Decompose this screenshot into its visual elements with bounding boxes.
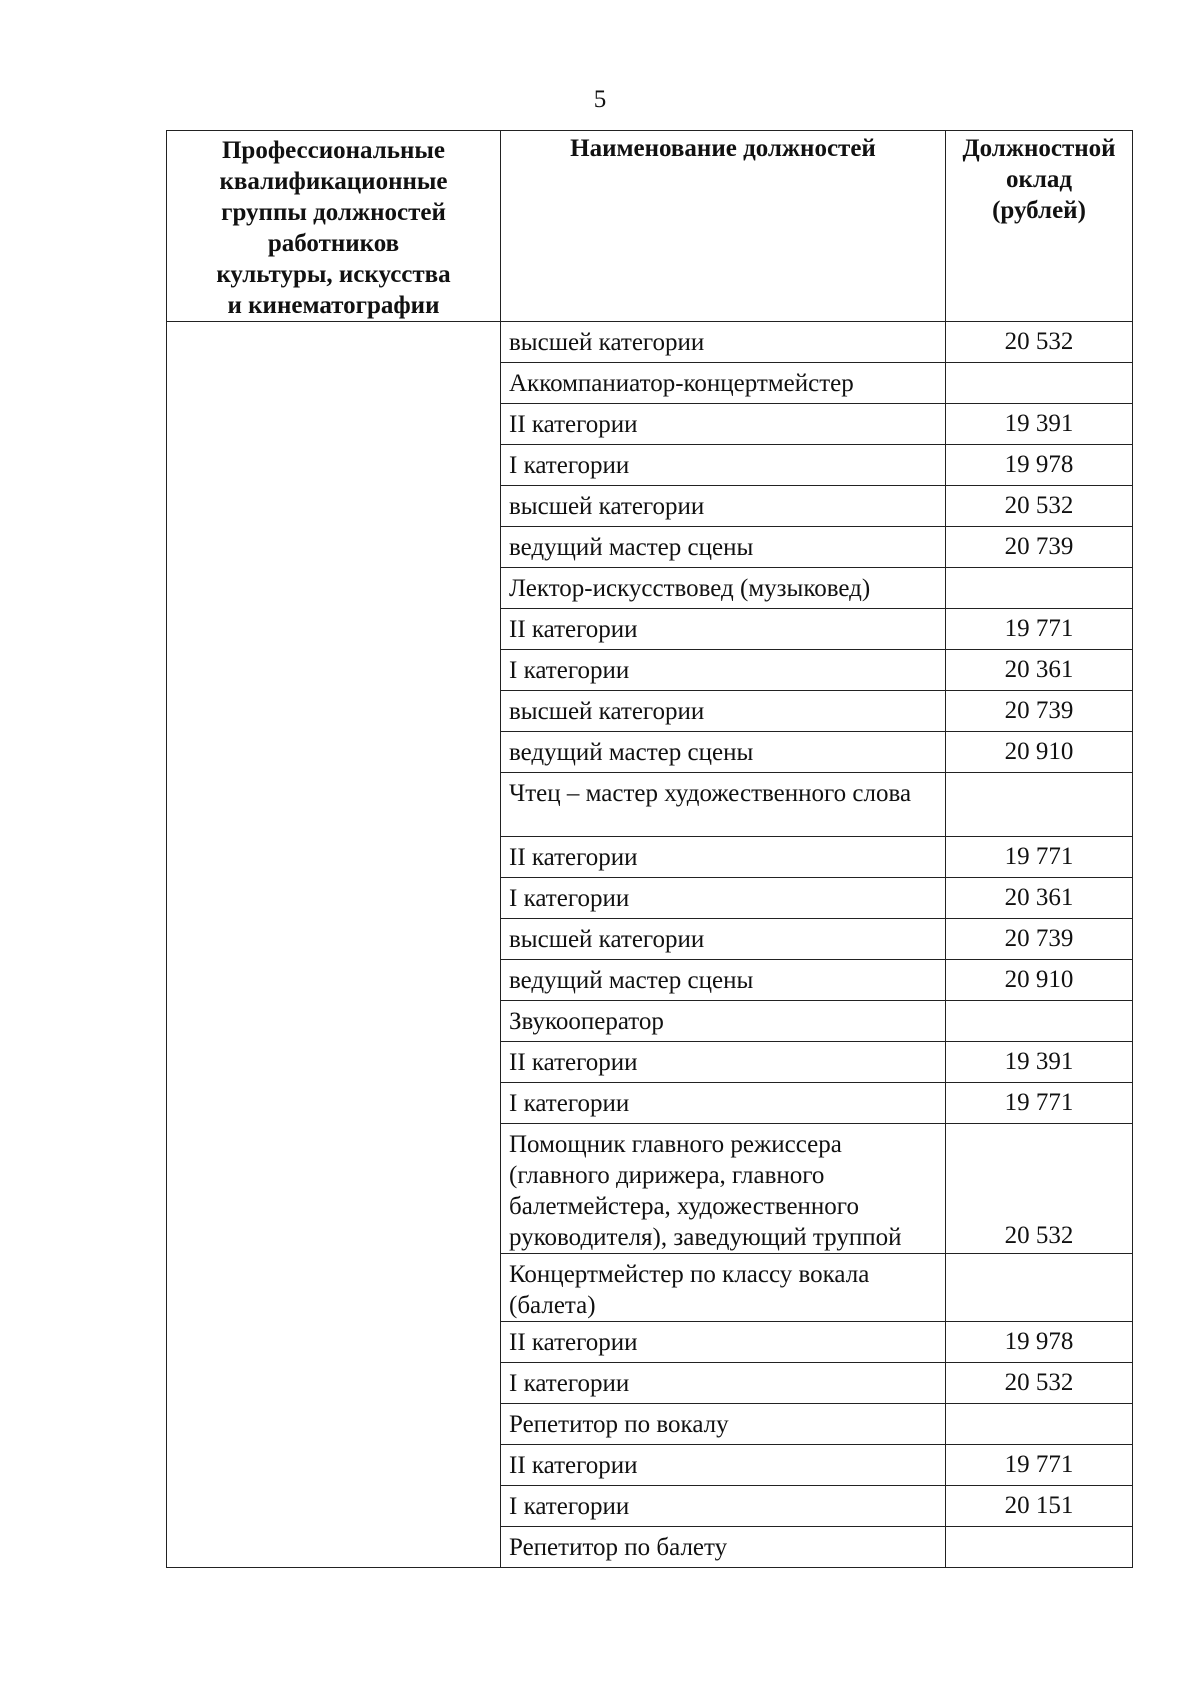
position-cell: I категории [501,1486,946,1527]
salary-cell [946,1001,1133,1042]
position-cell: высшей категории [501,691,946,732]
salary-cell: 20 532 [946,1363,1133,1404]
salary-cell: 19 391 [946,404,1133,445]
salary-cell: 20 910 [946,732,1133,773]
salary-cell: 20 532 [946,1124,1133,1254]
table-row [167,322,1133,363]
position-cell: II категории [501,837,946,878]
header-salary-line: (рублей) [992,197,1086,224]
position-cell: Репетитор по вокалу [501,1404,946,1445]
salary-cell: 20 739 [946,527,1133,568]
salary-table [166,130,1133,1568]
salary-cell: 19 771 [946,1445,1133,1486]
professional-group-cell [167,322,501,1568]
salary-cell: 20 361 [946,878,1133,919]
position-cell: I категории [501,878,946,919]
header-salary-line: оклад [1005,166,1073,193]
header-group-line: и кинематографии [227,292,440,319]
position-cell: Помощник главного режиссера (главного дирижера, главного балетмейстера, художественного руководителя), заведующий труппой [501,1124,946,1254]
position-cell: Лектор-искусствовед (музыковед) [501,568,946,609]
page-number: 5 [593,86,607,113]
position-cell: Чтец – мастер художественного слова [501,773,946,837]
header-group-line: культуры, искусства [216,261,451,288]
salary-cell: 20 532 [946,322,1133,363]
header-group-line: квалификационные [219,168,448,195]
position-cell: Аккомпаниатор-концертмейстер [501,363,946,404]
table-header-row [167,131,1133,322]
header-group-line: группы должностей [221,199,446,226]
salary-cell: 19 771 [946,1083,1133,1124]
header-professional-groups [167,131,501,322]
salary-cell [946,363,1133,404]
header-group-line: работников [267,230,400,257]
salary-cell: 19 978 [946,1322,1133,1363]
position-cell: Репетитор по балету [501,1527,946,1568]
header-salary-line: Должностной [962,135,1116,162]
position-cell: I категории [501,1083,946,1124]
header-position-name: Наименование должностей [501,131,946,322]
salary-cell: 19 391 [946,1042,1133,1083]
salary-cell: 19 771 [946,837,1133,878]
salary-cell: 20 910 [946,960,1133,1001]
position-cell: высшей категории [501,322,946,363]
position-cell: I категории [501,650,946,691]
header-salary [946,131,1133,322]
position-cell: Концертмейстер по классу вокала (балета) [501,1254,946,1322]
position-cell: II категории [501,1445,946,1486]
salary-cell: 20 151 [946,1486,1133,1527]
salary-cell [946,1254,1133,1322]
header-group-line: Профессиональные [221,137,446,164]
position-cell: высшей категории [501,486,946,527]
position-cell: Звукооператор [501,1001,946,1042]
salary-cell [946,1404,1133,1445]
position-cell: II категории [501,404,946,445]
salary-cell [946,773,1133,837]
position-cell: II категории [501,1042,946,1083]
salary-cell [946,568,1133,609]
position-cell: II категории [501,1322,946,1363]
salary-cell: 20 739 [946,919,1133,960]
position-cell: ведущий мастер сцены [501,960,946,1001]
salary-cell: 20 361 [946,650,1133,691]
position-cell: высшей категории [501,919,946,960]
salary-cell [946,1527,1133,1568]
salary-cell: 20 739 [946,691,1133,732]
salary-cell: 20 532 [946,486,1133,527]
position-cell: I категории [501,1363,946,1404]
position-cell: I категории [501,445,946,486]
position-cell: ведущий мастер сцены [501,527,946,568]
salary-cell: 19 771 [946,609,1133,650]
position-cell: II категории [501,609,946,650]
salary-cell: 19 978 [946,445,1133,486]
position-cell: ведущий мастер сцены [501,732,946,773]
